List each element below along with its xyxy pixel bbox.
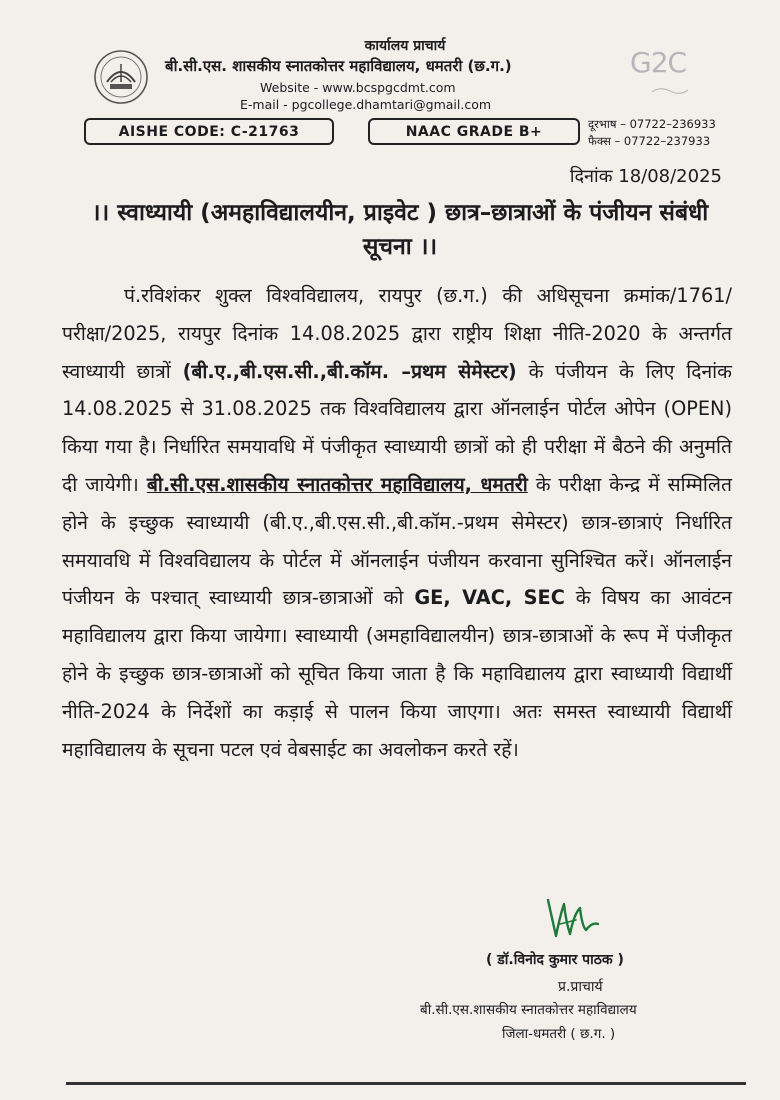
naac-grade-box: NAAC GRADE B+ — [368, 118, 580, 145]
signatory-post: प्र.प्राचार्य — [558, 979, 603, 995]
g2c-logo-text: G2C — [630, 46, 687, 79]
signatory-name: ( डॉ.विनोद कुमार पाठक ) — [486, 952, 624, 968]
email-line: E-mail - pgcollege.dhamtari@gmail.com — [240, 97, 492, 112]
g2c-logo — [628, 46, 714, 108]
signatory-college: बी.सी.एस.शासकीय स्नातकोत्तर महाविद्यालय — [420, 1002, 637, 1018]
signatory-district: जिला-धमतरी ( छ.ग. ) — [502, 1026, 616, 1042]
office-title: कार्यालय प्राचार्य — [364, 38, 446, 54]
fax-number: फैक्स – 07722–237933 — [588, 134, 711, 148]
body-part-1: पं.रविशंकर शुक्ल विश्वविद्यालय, रायपुर (छ.ग.) की अधिसूचना क्रमांक/1761/परीक्षा/2025, रायपुर दिनांक 14.08.2025 द्वारा राष्ट्रीय शिक्षा नीति-2020 के अन्तर्गत स्वाध्यायी छात्रों — [62, 284, 732, 383]
g2c-swirl-icon — [650, 84, 690, 98]
contact-numbers — [588, 116, 716, 150]
body-part-4: के विषय का आवंटन महाविद्यालय द्वारा किया जायेगा। स्वाध्यायी (अमहाविद्यालयीन) छात्र-छात्राओं के रूप में पंजीकृत होने के इच्छुक छात्र-छात्राओं को सूचित किया जाता है कि महाविद्यालय द्वारा स्वाध्यायी विद्यार्थी नीति-2024 के निर्देशों का कड़ाई से पालन किया जाएगा। अतः समस्त स्वाध्यायी विद्यार्थी महाविद्यालय के सूचना पटल एवं वेबसाईट का अवलोकन करते रहें। — [62, 586, 732, 761]
exam-centre-name: बी.सी.एस.शासकीय स्नातकोत्तर महाविद्यालय, धमतरी — [146, 472, 528, 496]
notice-heading: ।। स्वाध्यायी (अमहाविद्यालयीन, प्राइवेट ) छात्र–छात्राओं के पंजीयन संबंधी सूचना ।। — [91, 200, 709, 260]
notice-date: दिनांक 18/08/2025 — [569, 166, 722, 187]
footer-rule — [66, 1082, 746, 1085]
subject-codes-bold: GE, VAC, SEC — [414, 586, 565, 610]
principal-signature-icon — [540, 896, 602, 944]
website-line: Website - www.bcspgcdmt.com — [260, 80, 456, 95]
body-part-3: के परीक्षा केन्द्र में सम्मिलित होने के इच्छुक स्वाध्यायी (बी.ए.,बी.एस.सी.,बी.कॉम.-प्रथम सेमेस्टर) छात्र-छात्राएं निर्धारित समयावधि में विश्वविद्यालय के पोर्टल में ऑनलाईन पंजीयन करवाना सुनिश्चित करें। ऑनलाईन पंजीयन के पश्चात् स्वाध्यायी छात्र-छात्राओं को — [62, 472, 732, 610]
body-part-2: के पंजीयन के लिए दिनांक 14.08.2025 से 31.08.2025 तक विश्वविद्यालय द्वारा ऑनलाईन पोर्टल ओपेन (OPEN) किया गया है। निर्धारित समयावधि में पंजीकृत स्वाध्यायी छात्रों को ही परीक्षा में बैठने की अनुमति दी जायेगी। — [62, 359, 732, 496]
college-emblem-icon — [92, 48, 150, 106]
notice-body — [62, 277, 732, 768]
aishe-code-box: AISHE CODE: C-21763 — [84, 118, 334, 145]
phone-number: दूरभाष – 07722–236933 — [588, 117, 716, 131]
course-list-bold: (बी.ए.,बी.एस.सी.,बी.कॉम. –प्रथम सेमेस्टर) — [182, 359, 517, 383]
college-name: बी.सी.एस. शासकीय स्नातकोत्तर महाविद्यालय, धमतरी (छ.ग.) — [165, 57, 512, 75]
